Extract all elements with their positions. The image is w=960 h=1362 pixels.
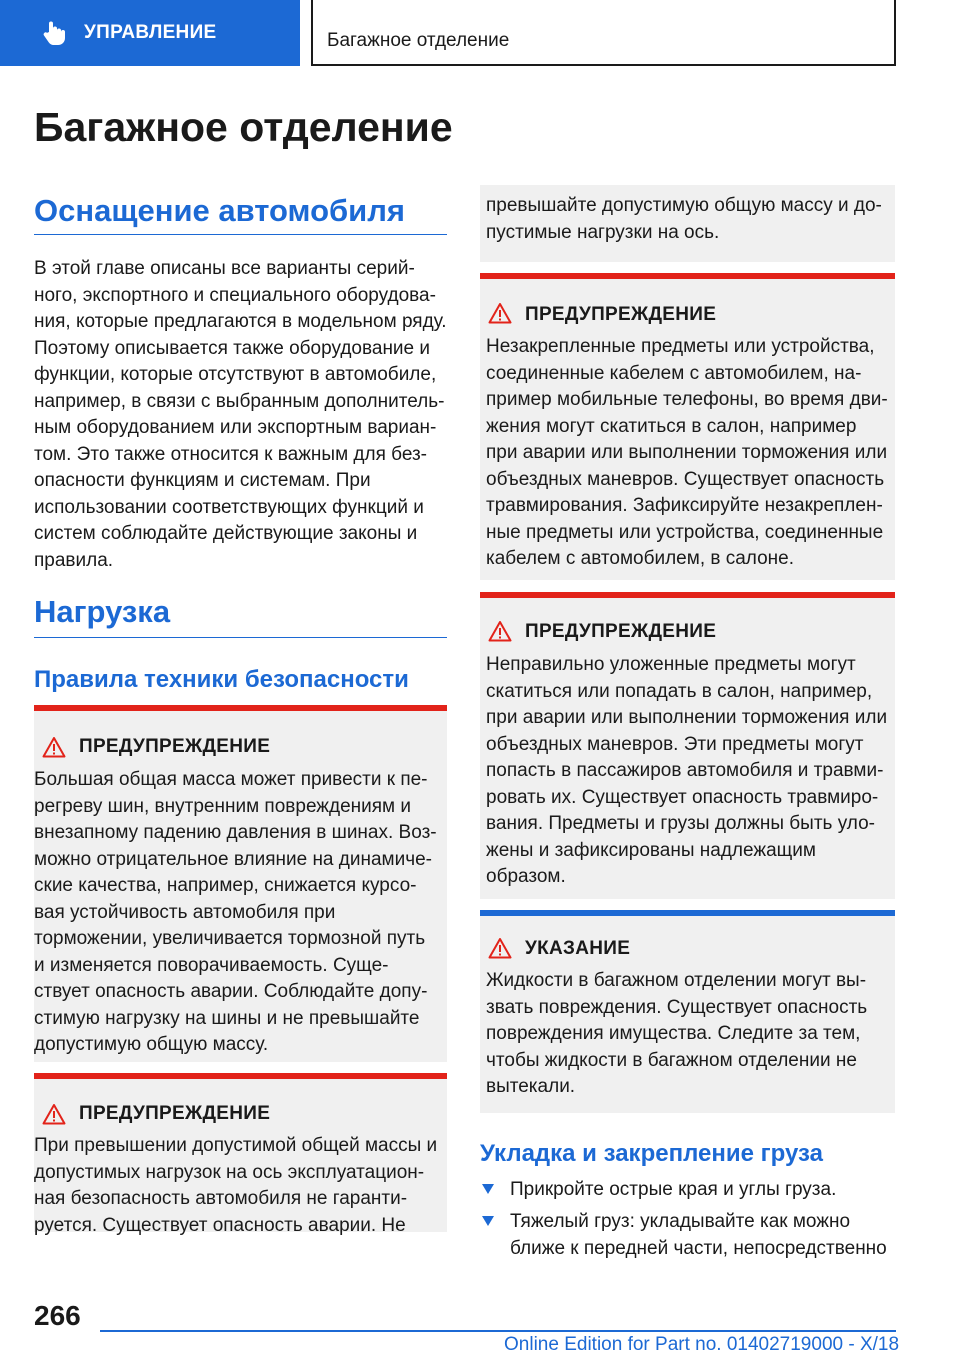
heading-equipment: Оснащение автомобиля <box>34 193 405 228</box>
warning-title: ПРЕДУПРЕЖДЕНИЕ <box>525 304 717 325</box>
warning-triangle-icon <box>488 620 512 642</box>
warning-title: ПРЕДУПРЕЖДЕНИЕ <box>79 1103 271 1124</box>
warning-bar <box>480 592 895 598</box>
warning-triangle-icon <box>42 1103 66 1125</box>
warning-text: превышайте допустимую общую массу и до- пустимые нагрузки на ось. <box>486 195 882 243</box>
equipment-paragraph: В этой главе описаны все варианты серий- ного, экспортного и специального оборудова- ния, которые предлагаются в модельном ряду. Поэтому описывается также оборудование и функции, которые отсутствуют в автомобиле, например, в связи с выбранным дополнитель- ным оборудованием или экспортным вариан- том. Это также относится к важным для без- опасности функциям и системам. При использовании соответствующих функций и систем соблюдайте действующие законы и правила. <box>34 258 447 571</box>
warning-box <box>480 592 895 899</box>
warning-text: Неправильно уложенные предметы могут скатиться или попадать в салон, например, при аварии или выполнении торможения или объездных маневров. Эти предметы могут попасть в пассажиров автомобиля и травми- ровать их. Существует опасность травмиро- вания. Предметы и грузы должны быть уло- жены и зафиксированы надлежащим образом. <box>486 654 888 887</box>
section-label: УПРАВЛЕНИЕ <box>84 22 217 43</box>
heading-rule <box>34 234 447 235</box>
footer-edition: Online Edition for Part no. 01402719000 - X/18 <box>504 1334 900 1355</box>
heading-stowing: Укладка и закрепление груза <box>480 1140 823 1167</box>
list-item: Прикройте острые края и углы груза. <box>482 1177 897 1205</box>
heading-load: Нагрузка <box>34 594 171 629</box>
page-number: 266 <box>34 1300 81 1331</box>
heading-safety-rules: Правила техники безопасности <box>34 666 409 693</box>
warning-bar <box>34 705 447 711</box>
bullet-triangle-icon <box>482 1184 494 1194</box>
warning-title: ПРЕДУПРЕЖДЕНИЕ <box>79 736 271 757</box>
heading-rule <box>34 637 447 638</box>
warning-triangle-icon <box>488 302 512 324</box>
warning-text: Большая общая масса может привести к пе- регреву шин, внутренним повреждениям и внезапному падению давления в шинах. Воз- можно отрицательное влияние на динамиче- ские качества, например, снижается курсо- вая устойчивость автомобиля при торможении, увеличивается тормозной путь и изменяется поворачиваемость. Суще- ствует опасность аварии. Соблюдайте допу- стимую нагрузку на шины и не превышайте допустимую общую массу. <box>34 769 437 1055</box>
warning-box <box>34 1073 447 1236</box>
warning-title: ПРЕДУПРЕЖДЕНИЕ <box>525 621 717 642</box>
warning-triangle-icon <box>488 937 512 959</box>
notice-text: Жидкости в багажном отделении могут вы- звать повреждения. Существует опасность повреждения имущества. Следите за тем, чтобы жидкости в багажном отделении не вытекали. <box>486 970 868 1097</box>
warning-continuation-box <box>480 185 895 262</box>
subsection-header <box>311 0 896 66</box>
warning-box <box>480 273 895 580</box>
warning-bar <box>34 1073 447 1079</box>
footer-rule <box>100 1330 896 1332</box>
warning-triangle-icon <box>42 736 66 758</box>
notice-box <box>480 910 895 1113</box>
warning-text: При превышении допустимой общей массы и допустимых нагрузок на ось эксплуатацион- ная безопасность автомобиля не гаранти- руется. Существует опасность аварии. Не <box>34 1135 438 1236</box>
notice-bar <box>480 910 895 916</box>
bullet-triangle-icon <box>482 1216 494 1226</box>
notice-title: УКАЗАНИЕ <box>525 938 631 959</box>
hand-pointer-icon <box>40 19 68 47</box>
list-item: Тяжелый груз: укладывайте как можно ближе к передней части, непосредственно <box>482 1209 897 1265</box>
warning-bar <box>480 273 895 279</box>
section-tab[interactable] <box>0 0 300 66</box>
warning-text: Незакрепленные предметы или устройства, соединенные кабелем с автомобилем, на- пример мобильные телефоны, во время дви- жения могут скатиться в салон, например при аварии или выполнении торможения или объездных маневров. Существует опасность травмирования. Зафиксируйте незакреплен- ные предметы или устройства, соединенные кабелем с автомобилем, в салоне. <box>486 336 888 569</box>
subsection-label: Багажное отделение <box>327 30 510 51</box>
warning-box <box>34 705 447 1062</box>
page-title: Багажное отделение <box>34 104 453 150</box>
